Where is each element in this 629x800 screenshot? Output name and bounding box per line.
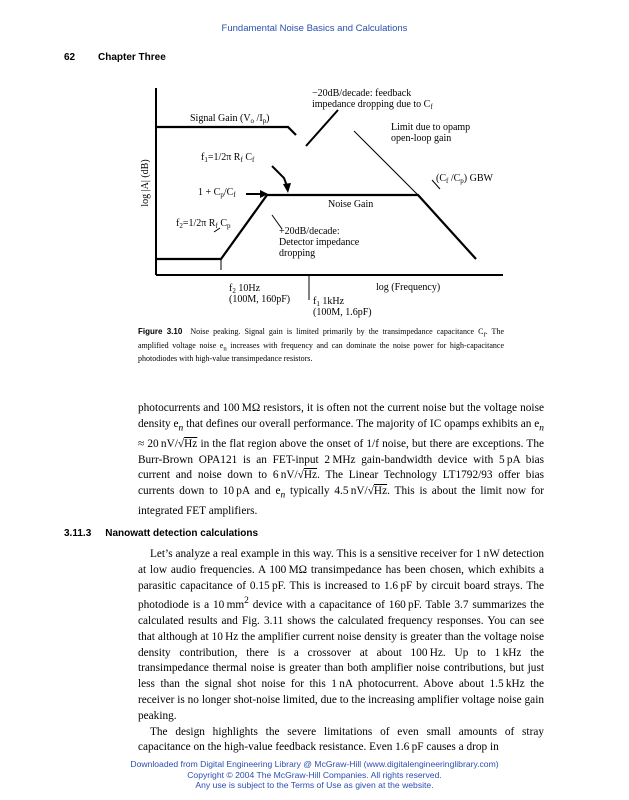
noise-peaking-figure [0, 0, 629, 330]
f1-arrow-shaft [272, 166, 287, 186]
f1-params-label: (100M, 1.6pF) [313, 307, 372, 318]
f2-formula: $f_2=1/2\pi$ $R_f$ $C_p$ [176, 218, 231, 230]
noise-gain-formula: $1 + C_p/C_f$ [198, 187, 236, 199]
opamp-limit-label-1: Limit due to opamp [391, 122, 471, 133]
figure-caption: Figure 3.10 Noise peaking. Signal gain is limited primarily by the transimpedance capacitance $C_f$. The amplified voltage noise $e_n$ increases with frequency and can dominate the noise power for high-capacitance photodiodes with high-value transimpedance resistors. [138, 327, 505, 364]
chapter-title: Chapter Three [98, 52, 166, 63]
section-heading [64, 528, 272, 539]
opamp-limit-label-2: open-loop gain [391, 133, 452, 144]
feedback-slope-line [306, 110, 338, 146]
page-number: 62 [64, 52, 76, 63]
running-head: Fundamental Noise Basics and Calculations [221, 23, 408, 34]
section-title: Nanowatt detection calculations [105, 528, 259, 539]
body-paragraph-1: photocurrents and 100 MΩ resistors, it is often not the current noise but the voltage noise density $e_n$ that defines our overall performance. The majority of IC opamps exhibits an $e_n \approx 20$ nV/√Hz in the flat region above the onset of 1/f noise, but there are exceptions. The Burr-Brown OPA121 is an FET-input 2 MHz gain-bandwidth device with 5 pA bias current and noise down to 6 nV/√Hz. The Linear Technology LT1792/93 offer bias currents down to 10 pA and $e_n$ typically 4.5 nV/√Hz. This is about the limit now for integrated FET amplifiers. [138, 402, 544, 518]
figure-label: Figure 3.10 [138, 327, 183, 336]
body-paragraph-2: Let’s analyze a real example in this way. This is a sensitive receiver for 1 nW detection at low audio frequencies. A 100 MΩ transimpedance has been chosen, which exhibits a parasitic capacitance of 0.15 pF. This is increased to 1.6 pF by circuit board strays. The photodiode is a 10 $mm^2$ device with a capacitance of 160 pF. Table 3.7 summarizes the calculated results and Fig. 3.11 shows the calculated frequency responses. You can see that although at 10 Hz the amplifier current noise density is greater than the voltage noise density contribution, there is a crossover at about 100 Hz. Up to 1 kHz the transimpedance thermal noise is greater than both amplifier noise contributions, but just less than the signal shot noise for this 1 nA photocurrent. Above about 1.5 kHz the receiver is no longer shot-noise limited, due to the increasing amplifier voltage noise gain peaking. The design highlights the severe limitations of even small amounts of stray capacitance on the high-value feedback resistance. Even 1.6 pF causes a drop in [138, 547, 544, 756]
f2-params-label: (100M, 160pF) [229, 294, 291, 305]
footer-download-line[interactable]: Downloaded from Digital Engineering Library @ McGraw-Hill (www.digitalengineeringlibrary.com) [130, 759, 499, 769]
f2-value-label: $f_2$ 10Hz [229, 283, 261, 295]
footer [0, 759, 629, 791]
f1-arrowhead [283, 183, 291, 193]
x-axis-label: log (Frequency) [376, 282, 441, 293]
y-axis-label: log |A| (dB) [140, 159, 151, 207]
f1-value-label: $f_1$ 1kHz [313, 296, 345, 308]
feedback-slope-label-1: −20dB/decade: feedback [312, 88, 412, 99]
gbw-label: ($C_f$ $/C_p$) GBW [436, 173, 493, 185]
signal-gain-curve [156, 127, 296, 135]
noise-gain-label: Noise Gain [328, 199, 374, 210]
feedback-slope-label-2: impedance dropping due to $C_f$ [312, 99, 433, 111]
signal-gain-label: Signal Gain ($V_o$ $/I_p$) [190, 113, 270, 125]
detector-label-3: dropping [279, 248, 316, 259]
detector-label-1: +20dB/decade: [279, 226, 340, 237]
body-paragraph-3: The design highlights the severe limitations of even small amounts of stray capacitance on the high-value feedback resistance. Even 1.6 pF causes a drop in [138, 725, 544, 754]
footer-copyright-line: Copyright © 2004 The McGraw-Hill Companies. All rights reserved. [187, 769, 442, 780]
footer-terms-line[interactable]: Any use is subject to the Terms of Use as given at the website. [195, 780, 434, 790]
section-number: 3.11.3 [64, 528, 92, 539]
detector-label-2: Detector impedance [279, 237, 360, 248]
f1-formula: $f_1=1/2\pi$ $R_f$ $C_f$ [201, 152, 255, 164]
